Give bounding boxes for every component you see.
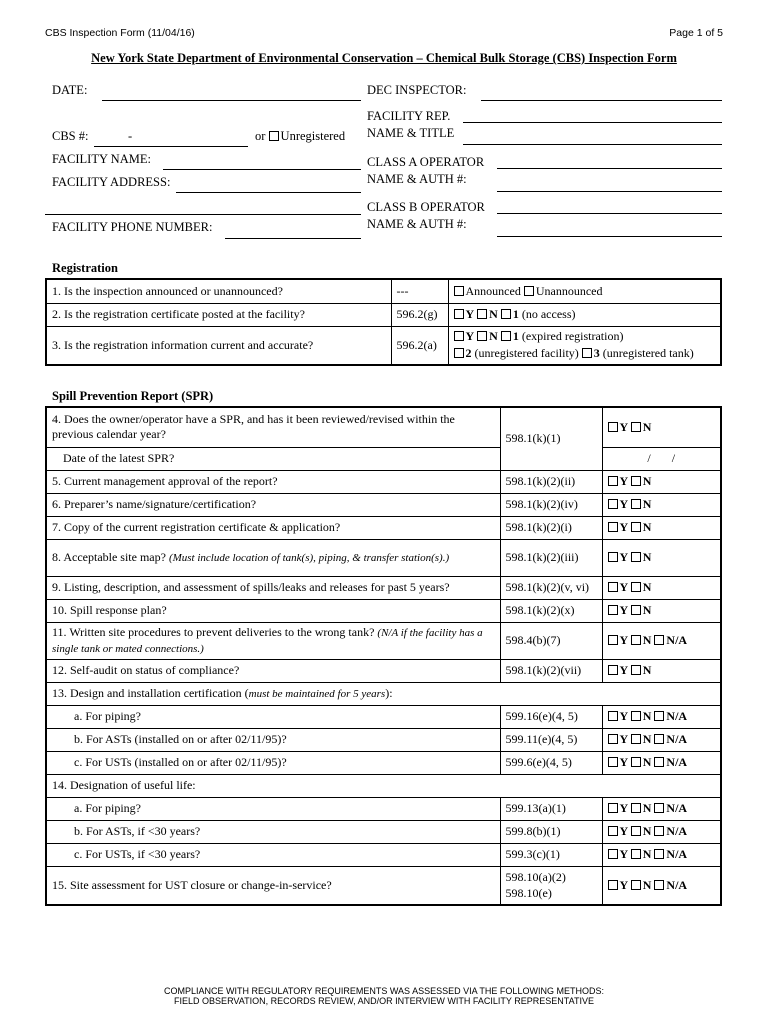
yes-checkbox[interactable] (454, 309, 464, 319)
answer-cell (602, 659, 721, 682)
reference: 599.11(e)(4, 5) (500, 728, 602, 751)
table-row (46, 659, 721, 682)
yes-label: Y (619, 474, 628, 488)
option-1-label: 1 (512, 329, 519, 344)
cbs-number-label: CBS #: (52, 129, 89, 143)
no-label: N (642, 824, 652, 838)
question-13-end: ): (385, 686, 393, 700)
na-checkbox[interactable] (654, 803, 664, 813)
na-label: N/A (666, 709, 688, 723)
na-checkbox[interactable] (654, 826, 664, 836)
class-a-operator-field[interactable] (497, 168, 722, 169)
answer-cell (602, 820, 721, 843)
question-9: 9. Listing, description, and assessment of spills/leaks and releases for past 5 years? (46, 576, 500, 599)
yes-checkbox[interactable] (608, 476, 618, 486)
answer-cell (602, 407, 721, 447)
na-label: N/A (666, 732, 688, 746)
reference: 598.1(k)(2)(iii) (500, 539, 602, 576)
no-label: N (642, 732, 652, 746)
table-row (46, 516, 721, 539)
answer-cell (602, 705, 721, 728)
table-row (46, 493, 721, 516)
no-label: N (642, 520, 652, 534)
no-checkbox[interactable] (477, 309, 487, 319)
table-row (46, 820, 721, 843)
question-7: 7. Copy of the current registration certificate & application? (46, 516, 500, 539)
facility-phone-label: FACILITY PHONE NUMBER: (52, 220, 213, 234)
unannounced-checkbox[interactable] (524, 286, 534, 296)
question-13b: b. For ASTs (installed on or after 02/11/95)? (46, 728, 500, 751)
yes-label: Y (619, 732, 628, 746)
option-3-checkbox[interactable] (582, 348, 592, 358)
no-checkbox[interactable] (631, 552, 641, 562)
table-row (46, 303, 721, 326)
page-title: New York State Department of Environmental Conservation – Chemical Bulk Storage (CBS) Inspection Form (91, 51, 677, 65)
class-b-operator-label: CLASS B OPERATOR (367, 200, 485, 214)
no-checkbox[interactable] (477, 331, 487, 341)
yes-checkbox[interactable] (608, 635, 618, 645)
question-14: 14. Designation of useful life: (46, 774, 721, 797)
question-13-text: 13. Design and installation certification ( (52, 686, 249, 700)
option-3-text: (unregistered tank) (602, 346, 694, 361)
question-14a: a. For piping? (46, 797, 500, 820)
no-label: N (642, 801, 652, 815)
question-14c: c. For USTs, if <30 years? (46, 843, 500, 866)
no-label: N (642, 709, 652, 723)
table-row (46, 447, 721, 470)
facility-address-field[interactable] (176, 192, 361, 193)
option-1-text: (expired registration) (521, 329, 624, 344)
question-10: 10. Spill response plan? (46, 599, 500, 622)
yes-checkbox[interactable] (608, 499, 618, 509)
facility-rep-title-label: NAME & TITLE (367, 126, 455, 140)
reference-2: 598.10(e) (505, 886, 552, 901)
no-label: N (642, 663, 652, 677)
date-label: DATE: (52, 83, 88, 97)
na-label: N/A (666, 801, 688, 815)
table-row (46, 774, 721, 797)
yes-checkbox[interactable] (608, 582, 618, 592)
answer-cell (602, 539, 721, 576)
reference: 599.6(e)(4, 5) (500, 751, 602, 774)
answer-cell (602, 843, 721, 866)
question-6: 6. Preparer’s name/signature/certification? (46, 493, 500, 516)
class-b-auth-label: NAME & AUTH #: (367, 217, 467, 231)
question-14b: b. For ASTs, if <30 years? (46, 820, 500, 843)
cbs-number-dash: - (128, 129, 133, 143)
class-b-auth-field[interactable] (497, 236, 722, 237)
unregistered-label: Unregistered (280, 129, 346, 143)
table-row (46, 539, 721, 576)
question-5: 5. Current management approval of the report? (46, 470, 500, 493)
table-row (46, 843, 721, 866)
no-checkbox[interactable] (631, 422, 641, 432)
na-checkbox[interactable] (654, 711, 664, 721)
answer-cell (602, 751, 721, 774)
footer-line-1: COMPLIANCE WITH REGULATORY REQUIREMENTS WAS ASSESSED VIA THE FOLLOWING METHODS: (164, 986, 604, 996)
na-checkbox[interactable] (654, 880, 664, 890)
footer-line-2: FIELD OBSERVATION, RECORDS REVIEW, AND/OR INTERVIEW WITH FACILITY REPRESENTATIVE (174, 996, 594, 1006)
question-13c: c. For USTs (installed on or after 02/11/95)? (46, 751, 500, 774)
yes-label: Y (619, 824, 628, 838)
facility-address-label: FACILITY ADDRESS: (52, 175, 171, 189)
table-row (46, 622, 721, 659)
yes-label: Y (619, 663, 628, 677)
yes-label: Y (619, 801, 628, 815)
facility-address-field-2[interactable] (45, 214, 361, 215)
na-label: N/A (666, 755, 688, 769)
announced-label: Announced (465, 283, 521, 298)
table-row (46, 682, 721, 705)
answer-cell (602, 599, 721, 622)
option-3-label: 3 (593, 346, 600, 361)
no-checkbox[interactable] (631, 880, 641, 890)
yes-label: Y (619, 877, 628, 892)
question-11 (46, 622, 500, 659)
reference: 599.13(a)(1) (500, 797, 602, 820)
na-label: N/A (666, 824, 688, 838)
na-label: N/A (666, 633, 688, 647)
yes-label: Y (619, 550, 628, 564)
table-row (46, 751, 721, 774)
question-11-text: 11. Written site procedures to prevent deliveries to the wrong tank? (52, 624, 375, 639)
dec-inspector-label: DEC INSPECTOR: (367, 83, 467, 97)
answer-cell (602, 866, 721, 905)
reference: 599.16(e)(4, 5) (500, 705, 602, 728)
question-8-note: (Must include location of tank(s), piping, & transfer station(s).) (168, 551, 450, 564)
question: 2. Is the registration certificate posted at the facility? (46, 303, 391, 326)
question-8 (46, 539, 500, 576)
or-label: or (255, 129, 266, 143)
yes-label: Y (619, 419, 628, 434)
question-11-note: (N/A if the facility has a single tank or mated connections.) (52, 626, 483, 655)
no-checkbox[interactable] (631, 582, 641, 592)
reference: 599.3(c)(1) (500, 843, 602, 866)
facility-rep-field[interactable] (463, 122, 722, 123)
no-label: N (642, 847, 652, 861)
question: 1. Is the inspection announced or unannounced? (46, 279, 391, 303)
no-checkbox[interactable] (631, 803, 641, 813)
yes-checkbox[interactable] (608, 734, 618, 744)
class-b-operator-field[interactable] (497, 213, 722, 214)
yes-checkbox[interactable] (608, 711, 618, 721)
question-13a: a. For piping? (46, 705, 500, 728)
answer-cell (602, 576, 721, 599)
yes-label: Y (619, 847, 628, 861)
class-a-operator-label: CLASS A OPERATOR (367, 155, 485, 169)
unregistered-checkbox[interactable] (269, 131, 279, 141)
no-label: N (642, 550, 652, 564)
yes-checkbox[interactable] (608, 665, 618, 675)
yes-checkbox[interactable] (608, 803, 618, 813)
reference: 596.2(a) (391, 326, 448, 365)
date-field[interactable] (102, 100, 361, 101)
yes-label: Y (465, 329, 475, 344)
table-row (46, 866, 721, 905)
option-2-checkbox[interactable] (454, 348, 464, 358)
no-label: N (642, 603, 652, 617)
page-number: Page 1 of 5 (669, 27, 723, 39)
yes-label: Y (619, 580, 628, 594)
no-label: N (642, 497, 652, 511)
table-row (46, 470, 721, 493)
option-1-checkbox[interactable] (501, 309, 511, 319)
yes-label: Y (465, 307, 475, 321)
question-4: 4. Does the owner/operator have a SPR, and has it been reviewed/revised within the previous calendar year? (46, 407, 500, 447)
no-checkbox[interactable] (631, 665, 641, 675)
facility-phone-field[interactable] (225, 238, 361, 239)
na-label: N/A (666, 877, 688, 892)
no-label: N (642, 877, 652, 892)
yes-checkbox[interactable] (608, 522, 618, 532)
facility-name-field[interactable] (163, 169, 361, 170)
no-label: N (489, 307, 498, 321)
form-id: CBS Inspection Form (11/04/16) (45, 27, 195, 39)
facility-rep-title-field[interactable] (463, 144, 722, 145)
answer-cell (448, 326, 721, 365)
answer-cell (602, 470, 721, 493)
spr-heading: Spill Prevention Report (SPR) (52, 389, 214, 403)
no-checkbox[interactable] (631, 476, 641, 486)
no-label: N (642, 419, 652, 434)
no-label: N (489, 329, 498, 344)
yes-label: Y (619, 603, 628, 617)
table-row (46, 576, 721, 599)
reference: 598.1(k)(2)(vii) (500, 659, 602, 682)
table-row (46, 599, 721, 622)
spr-table (45, 406, 722, 906)
reference: 598.4(b)(7) (500, 622, 602, 659)
no-checkbox[interactable] (631, 635, 641, 645)
reference: 598.1(k)(2)(v, vi) (500, 576, 602, 599)
yes-label: Y (619, 755, 628, 769)
yes-checkbox[interactable] (454, 331, 464, 341)
na-checkbox[interactable] (654, 635, 664, 645)
reference: 598.1(k)(2)(iv) (500, 493, 602, 516)
no-label: N (642, 755, 652, 769)
reference: 599.8(b)(1) (500, 820, 602, 843)
yes-label: Y (619, 709, 628, 723)
question-15: 15. Site assessment for UST closure or change-in-service? (46, 866, 500, 905)
option-2-label: 2 (465, 346, 472, 361)
yes-label: Y (619, 520, 628, 534)
answer-cell (602, 493, 721, 516)
yes-checkbox[interactable] (608, 826, 618, 836)
yes-checkbox[interactable] (608, 552, 618, 562)
yes-checkbox[interactable] (608, 880, 618, 890)
no-checkbox[interactable] (631, 734, 641, 744)
no-checkbox[interactable] (631, 711, 641, 721)
no-checkbox[interactable] (631, 757, 641, 767)
class-a-auth-label: NAME & AUTH #: (367, 172, 467, 186)
table-row (46, 407, 721, 447)
question-8-text: 8. Acceptable site map? (52, 549, 166, 564)
na-checkbox[interactable] (654, 757, 664, 767)
reference (500, 866, 602, 905)
answer-cell (448, 279, 721, 303)
no-checkbox[interactable] (631, 605, 641, 615)
reference: 598.1(k)(2)(ii) (500, 470, 602, 493)
question-13-note: must be maintained for 5 years (248, 688, 386, 700)
no-label: N (642, 474, 652, 488)
yes-label: Y (619, 633, 628, 647)
facility-rep-label: FACILITY REP. (367, 109, 451, 123)
reference: 598.1(k)(1) (500, 407, 602, 470)
answer-cell (602, 516, 721, 539)
reference: --- (391, 279, 448, 303)
table-row (46, 705, 721, 728)
registration-heading: Registration (52, 261, 118, 275)
yes-checkbox[interactable] (608, 422, 618, 432)
reference: 596.2(g) (391, 303, 448, 326)
no-checkbox[interactable] (631, 522, 641, 532)
no-checkbox[interactable] (631, 849, 641, 859)
answer-cell (602, 797, 721, 820)
na-checkbox[interactable] (654, 849, 664, 859)
no-checkbox[interactable] (631, 826, 641, 836)
question-12: 12. Self-audit on status of compliance? (46, 659, 500, 682)
table-row (46, 728, 721, 751)
yes-checkbox[interactable] (608, 757, 618, 767)
no-label: N (642, 633, 652, 647)
no-checkbox[interactable] (631, 499, 641, 509)
announced-checkbox[interactable] (454, 286, 464, 296)
table-row (46, 279, 721, 303)
reference: 598.1(k)(2)(x) (500, 599, 602, 622)
facility-name-label: FACILITY NAME: (52, 152, 151, 166)
na-label: N/A (666, 847, 688, 861)
question-13 (46, 682, 721, 705)
yes-label: Y (619, 497, 628, 511)
yes-checkbox[interactable] (608, 605, 618, 615)
dec-inspector-field[interactable] (481, 100, 722, 101)
option-1-checkbox[interactable] (501, 331, 511, 341)
option-2-text: (unregistered facility) (474, 346, 579, 361)
option-1-text: (no access) (521, 307, 576, 321)
spr-date-field[interactable]: / / (602, 447, 721, 470)
na-checkbox[interactable] (654, 734, 664, 744)
no-label: N (642, 580, 652, 594)
answer-cell (602, 622, 721, 659)
table-row (46, 326, 721, 365)
reference-1: 598.10(a)(2) (505, 870, 566, 885)
table-row (46, 797, 721, 820)
reference: 598.1(k)(2)(i) (500, 516, 602, 539)
yes-checkbox[interactable] (608, 849, 618, 859)
answer-cell (602, 728, 721, 751)
class-a-auth-field[interactable] (497, 191, 722, 192)
question-4-date: Date of the latest SPR? (46, 447, 500, 470)
registration-table (45, 278, 722, 366)
answer-cell (448, 303, 721, 326)
option-1-label: 1 (512, 307, 519, 321)
unannounced-label: Unannounced (535, 283, 603, 298)
cbs-number-field[interactable] (94, 146, 248, 147)
question: 3. Is the registration information current and accurate? (46, 326, 391, 365)
